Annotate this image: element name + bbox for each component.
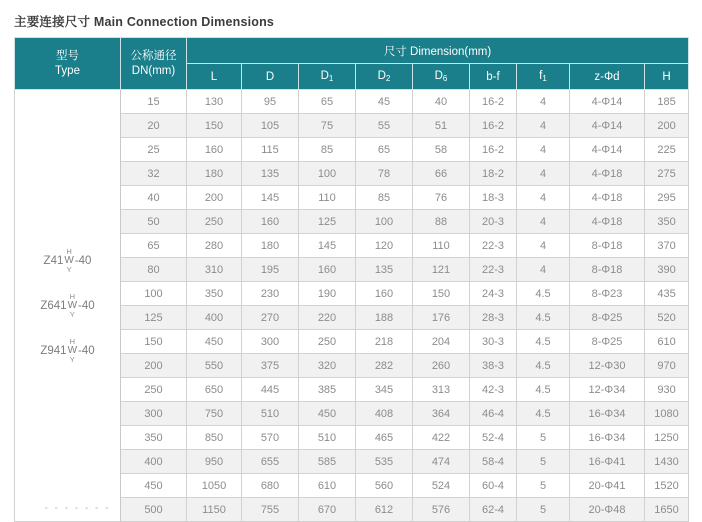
dimension-cell: 450 [187,330,242,354]
dimension-cell: 250 [299,330,356,354]
dn-cell: 125 [121,306,187,330]
dimension-cell: 282 [356,354,413,378]
table-row [15,90,689,114]
dimension-cell: 130 [187,90,242,114]
dimension-cell: 8-Φ18 [570,258,645,282]
col-header-d6: $D_6$ [413,64,470,90]
dimension-cell: 385 [299,378,356,402]
dimension-cell: 105 [242,114,299,138]
dimension-cell: 5 [517,426,570,450]
dimension-cell: 230 [242,282,299,306]
dimension-cell: 408 [356,402,413,426]
dimension-cell: 78 [356,162,413,186]
dimension-cell: 474 [413,450,470,474]
dimension-cell: 22-3 [470,258,517,282]
dimension-cell: 4-Φ14 [570,114,645,138]
dimension-cell: 4.5 [517,378,570,402]
model-designation: Z641 H W Y -40 [40,292,95,319]
col-header-dimension: 尺寸 Dimension(mm) [187,38,689,64]
dimension-cell: 195 [242,258,299,282]
dn-cell: 450 [121,474,187,498]
dimension-cell: 180 [242,234,299,258]
dimension-cell: 135 [356,258,413,282]
dimension-cell: 55 [356,114,413,138]
dimension-cell: 510 [299,426,356,450]
dimension-cell: 8-Φ18 [570,234,645,258]
dimension-cell: 755 [242,498,299,522]
dimension-cell: 370 [645,234,689,258]
dimension-cell: 4.5 [517,354,570,378]
dimension-cell: 970 [645,354,689,378]
dimension-cell: 4-Φ18 [570,162,645,186]
dimension-cell: 4-Φ18 [570,210,645,234]
dimension-cell: 180 [187,162,242,186]
dimension-cell: 88 [413,210,470,234]
dimension-cell: 270 [242,306,299,330]
dimension-cell: 375 [242,354,299,378]
dimension-cell: 65 [356,138,413,162]
dimension-cell: 18-2 [470,162,517,186]
dimension-cell: 18-3 [470,186,517,210]
dimension-cell: 1080 [645,402,689,426]
dimension-cell: 535 [356,450,413,474]
dimension-cell: 950 [187,450,242,474]
dimension-cell: 38-3 [470,354,517,378]
dimension-cell: 1520 [645,474,689,498]
dimension-cell: 45 [356,90,413,114]
dimension-cell: 176 [413,306,470,330]
dimension-cell: 8-Φ23 [570,282,645,306]
dimension-cell: 160 [187,138,242,162]
dn-cell: 32 [121,162,187,186]
dimension-cell: 280 [187,234,242,258]
dn-cell: 80 [121,258,187,282]
dn-cell: 100 [121,282,187,306]
dimension-cell: 42-3 [470,378,517,402]
dimension-cell: 422 [413,426,470,450]
dimension-cell: 4-Φ14 [570,138,645,162]
dimension-cell: 4-Φ18 [570,186,645,210]
dimension-cell: 20-Φ48 [570,498,645,522]
dimension-cell: 160 [242,210,299,234]
dimension-cell: 95 [242,90,299,114]
dimension-cell: 5 [517,450,570,474]
dn-cell: 40 [121,186,187,210]
dimension-cell: 16-Φ34 [570,426,645,450]
col-header-d: D [242,64,299,90]
dimension-cell: 524 [413,474,470,498]
dimension-cell: 28-3 [470,306,517,330]
col-header-type-cn: 型号 [56,50,79,63]
dimension-cell: 510 [242,402,299,426]
col-header-d1: $D_1$ [299,64,356,90]
dimension-cell: 5 [517,498,570,522]
dimension-cell: 150 [413,282,470,306]
dimension-cell: 585 [299,450,356,474]
col-header-h: H [645,64,689,90]
dimension-cell: 4 [517,258,570,282]
dimension-cell: 58 [413,138,470,162]
dimension-cell: 4 [517,210,570,234]
dash-note: - - - - - - - [44,503,111,514]
dimension-cell: 188 [356,306,413,330]
dimension-cell: 20-Φ41 [570,474,645,498]
dimension-cell: 570 [242,426,299,450]
col-header-l: L [187,64,242,90]
dimension-cell: 52-4 [470,426,517,450]
dn-cell: 20 [121,114,187,138]
dimension-cell: 1050 [187,474,242,498]
col-header-f1: $f_1$ [517,64,570,90]
dimension-cell: 313 [413,378,470,402]
col-header-dn-cn: 公称通径 [130,50,177,63]
dimension-cell: 390 [645,258,689,282]
dimension-cell: 190 [299,282,356,306]
dimension-cell: 110 [299,186,356,210]
dimension-cell: 295 [645,186,689,210]
dn-cell: 200 [121,354,187,378]
dimension-cell: 4.5 [517,330,570,354]
dimension-cell: 16-Φ41 [570,450,645,474]
dimension-cell: 310 [187,258,242,282]
dimension-cell: 520 [645,306,689,330]
dimension-cell: 85 [356,186,413,210]
dimension-cell: 560 [356,474,413,498]
model-designation: Z41 H W Y -40 [43,247,92,274]
dimension-cell: 1250 [645,426,689,450]
dimension-cell: 135 [242,162,299,186]
dimension-cell: 225 [645,138,689,162]
dimension-cell: 66 [413,162,470,186]
dn-cell: 15 [121,90,187,114]
dimension-cell: 40 [413,90,470,114]
dimension-cell: 4 [517,138,570,162]
dimension-cell: 22-3 [470,234,517,258]
dimension-cell: 5 [517,474,570,498]
col-header-b-f: b-f [470,64,517,90]
dimension-cell: 4 [517,162,570,186]
dimension-cell: 610 [645,330,689,354]
dimension-cell: 4.5 [517,306,570,330]
dimension-cell: 20-3 [470,210,517,234]
dimension-cell: 650 [187,378,242,402]
dimension-cell: 550 [187,354,242,378]
dn-cell: 500 [121,498,187,522]
dimension-cell: 220 [299,306,356,330]
col-header-dn-en: DN(mm) [131,64,176,77]
dimension-cell: 576 [413,498,470,522]
dimension-cell: 60-4 [470,474,517,498]
dimension-cell: 120 [356,234,413,258]
dn-cell: 65 [121,234,187,258]
dimension-cell: 150 [187,114,242,138]
dimension-cell: 4 [517,114,570,138]
dimension-cell: 30-3 [470,330,517,354]
dimension-cell: 680 [242,474,299,498]
dimension-cell: 4.5 [517,282,570,306]
dn-cell: 25 [121,138,187,162]
model-designation: Z941 H W Y -40 [40,337,95,364]
dimension-cell: 62-4 [470,498,517,522]
dimension-cell: 364 [413,402,470,426]
dimension-cell: 655 [242,450,299,474]
dimension-cell: 445 [242,378,299,402]
dimension-cell: 450 [299,402,356,426]
dimension-cell: 350 [645,210,689,234]
col-header-type [15,38,121,90]
dimension-cell: 145 [242,186,299,210]
col-header-d2: $D_2$ [356,64,413,90]
dimension-cell: 145 [299,234,356,258]
dimension-cell: 185 [645,90,689,114]
dimension-cell: 8-Φ25 [570,330,645,354]
dimension-cell: 100 [299,162,356,186]
dimension-cell: 110 [413,234,470,258]
dimension-cell: 200 [645,114,689,138]
dimension-cell: 4 [517,186,570,210]
dimension-cell: 1150 [187,498,242,522]
page-title: 主要连接尺寸 Main Connection Dimensions [14,15,275,29]
dimension-cell: 300 [242,330,299,354]
dimension-cell: 1430 [645,450,689,474]
dn-cell: 50 [121,210,187,234]
dimension-cell: 65 [299,90,356,114]
dimension-cell: 16-2 [470,138,517,162]
dimension-cell: 16-2 [470,114,517,138]
dimension-cell: 4-Φ14 [570,90,645,114]
dimension-cell: 115 [242,138,299,162]
type-cell [15,90,121,522]
dimension-cell: 4.5 [517,402,570,426]
dimension-cell: 51 [413,114,470,138]
dimension-cell: 930 [645,378,689,402]
dimension-cell: 58-4 [470,450,517,474]
dimension-cell: 12-Φ30 [570,354,645,378]
dimension-cell: 4 [517,234,570,258]
dimension-cell: 12-Φ34 [570,378,645,402]
dimension-cell: 200 [187,186,242,210]
dimension-cell: 121 [413,258,470,282]
dimension-cell: 160 [356,282,413,306]
col-header-z-dd: z-Φd [570,64,645,90]
dn-cell: 350 [121,426,187,450]
dimension-cell: 204 [413,330,470,354]
dn-cell: 250 [121,378,187,402]
dimension-cell: 320 [299,354,356,378]
dimension-cell: 24-3 [470,282,517,306]
dimension-cell: 670 [299,498,356,522]
dimension-cell: 250 [187,210,242,234]
dimension-cell: 46-4 [470,402,517,426]
dimension-cell: 400 [187,306,242,330]
dimension-cell: 76 [413,186,470,210]
dn-cell: 400 [121,450,187,474]
dimension-cell: 16-2 [470,90,517,114]
dimension-cell: 4 [517,90,570,114]
dimension-cell: 16-Φ34 [570,402,645,426]
dimension-cell: 435 [645,282,689,306]
dimension-cell: 275 [645,162,689,186]
model-list [15,248,120,363]
dimension-cell: 1650 [645,498,689,522]
dimension-cell: 85 [299,138,356,162]
dimension-cell: 160 [299,258,356,282]
dimension-cell: 345 [356,378,413,402]
dimension-cell: 850 [187,426,242,450]
dimension-cell: 8-Φ25 [570,306,645,330]
dimension-cell: 125 [299,210,356,234]
dn-cell: 300 [121,402,187,426]
dimension-cell: 612 [356,498,413,522]
dimension-cell: 100 [356,210,413,234]
dimension-cell: 75 [299,114,356,138]
col-header-dn [121,38,187,90]
dimension-cell: 350 [187,282,242,306]
dimensions-table [14,37,689,522]
dn-cell: 150 [121,330,187,354]
dimension-cell: 750 [187,402,242,426]
col-header-type-en: Type [55,64,80,77]
dimension-cell: 465 [356,426,413,450]
dimension-cell: 218 [356,330,413,354]
dimension-cell: 260 [413,354,470,378]
dimension-cell: 610 [299,474,356,498]
